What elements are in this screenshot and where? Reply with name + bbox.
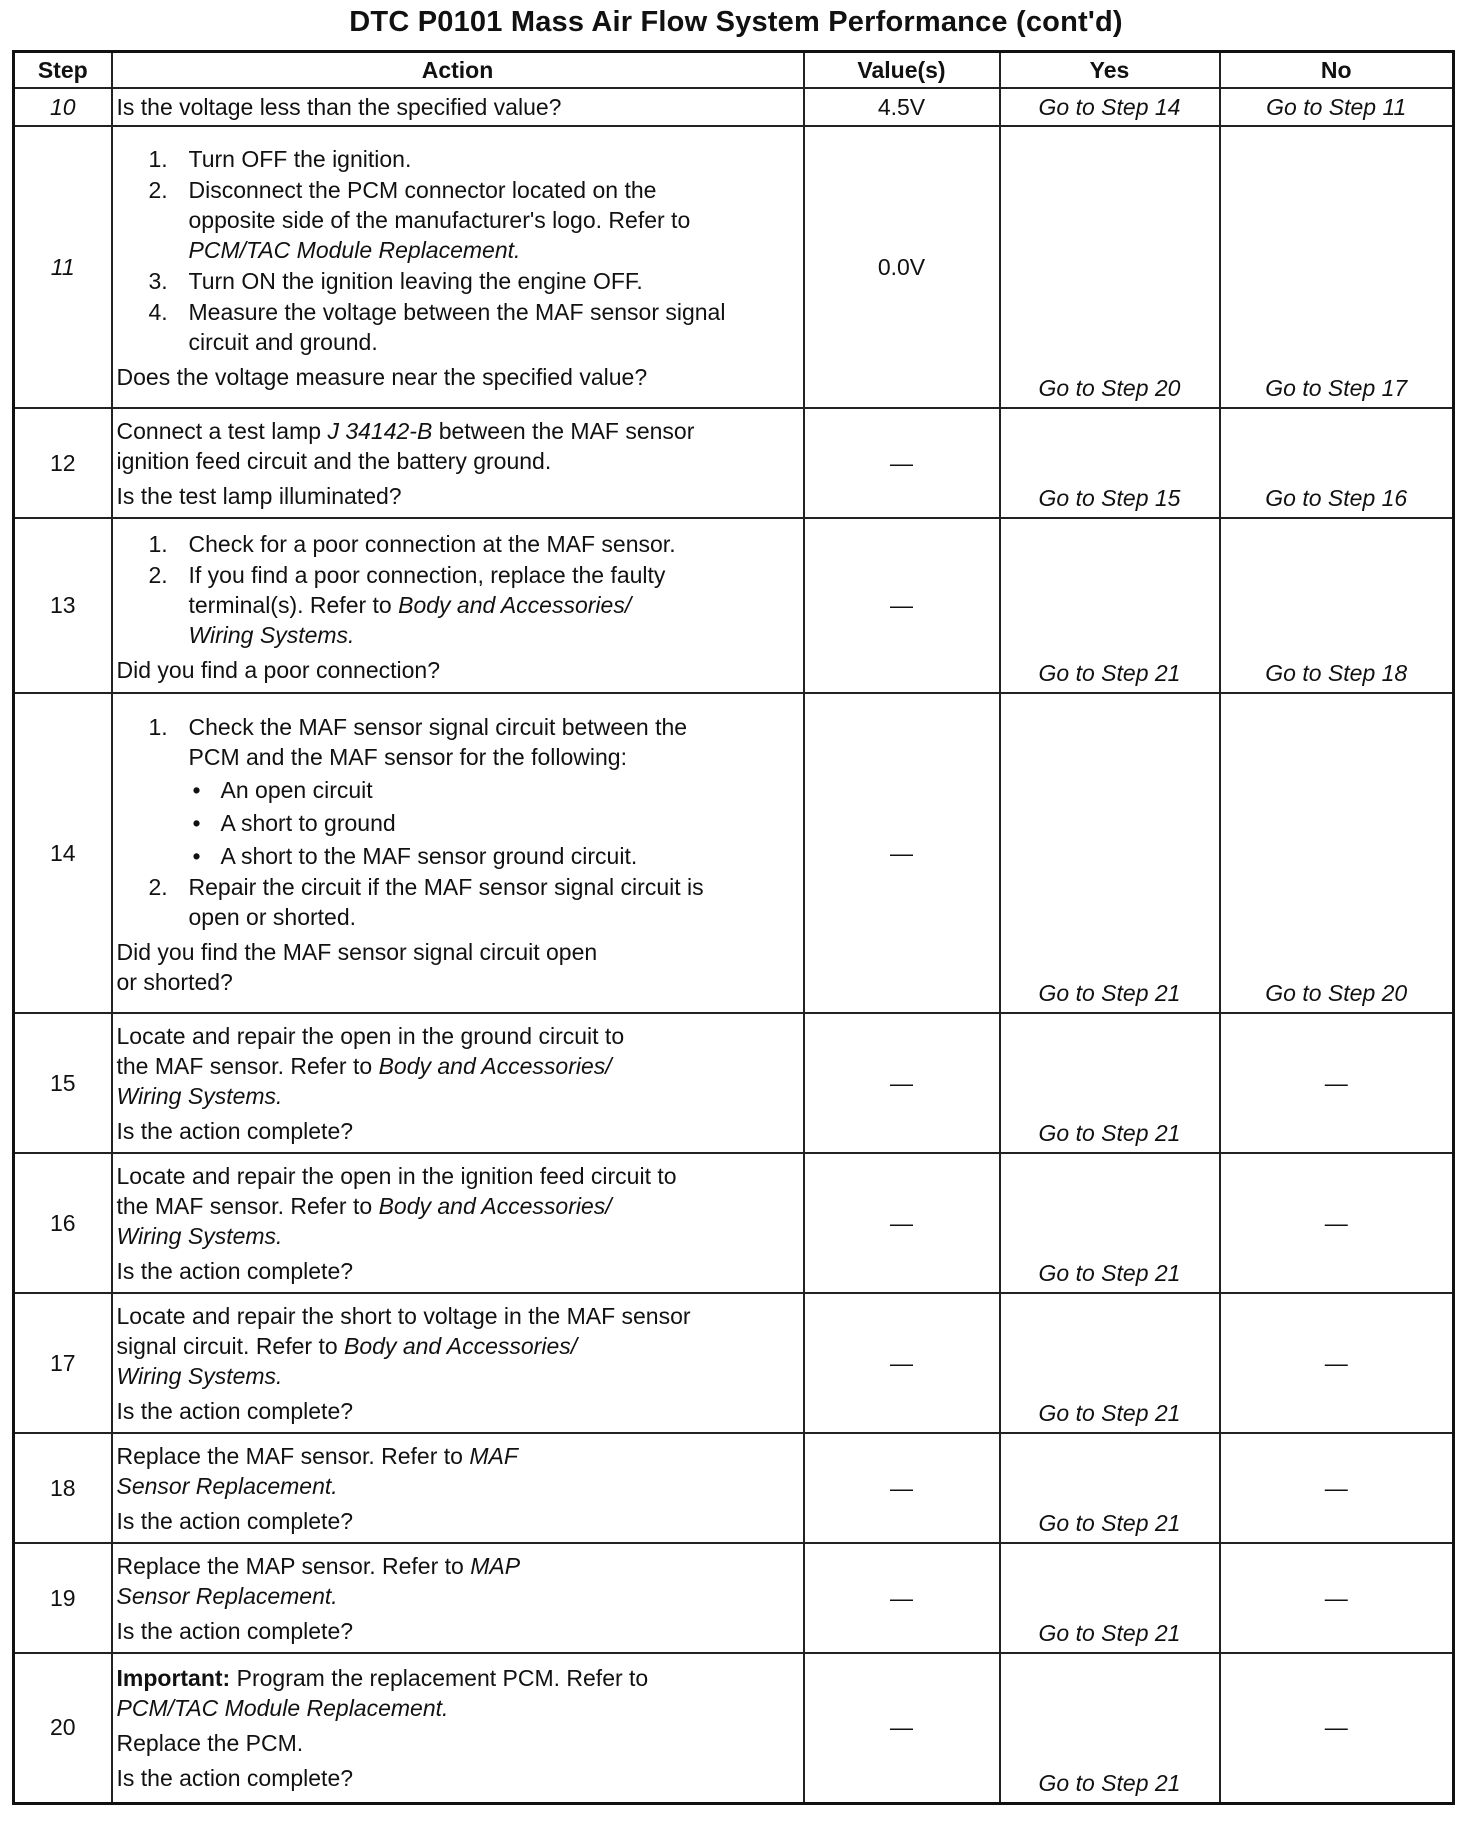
numbered-step: 2. Repair the circuit if the MAF sensor signal circuit is open or shorted. xyxy=(148,873,704,930)
table-row xyxy=(14,1013,1454,1153)
table-row xyxy=(14,88,1454,126)
yes-cell: Go to Step 21 xyxy=(1000,1433,1220,1543)
step-number: 10 xyxy=(14,88,112,126)
table-row xyxy=(14,1153,1454,1293)
value-cell: — xyxy=(804,518,1000,693)
question-text: Is the action complete? xyxy=(116,1508,354,1534)
bullet-item: • An open circuit xyxy=(192,776,373,803)
step-number: 14 xyxy=(14,693,112,1013)
question-text: Did you find a poor connection? xyxy=(116,656,440,683)
no-cell: Go to Step 18 xyxy=(1220,518,1454,693)
table-row xyxy=(14,1543,1454,1653)
yes-cell: Go to Step 20 xyxy=(1000,126,1220,408)
action-cell xyxy=(112,518,804,693)
value-cell: — xyxy=(804,1543,1000,1653)
reference-link: Wiring Systems. xyxy=(188,621,355,648)
value-cell: — xyxy=(804,408,1000,518)
no-cell: — xyxy=(1220,1543,1454,1653)
header-row xyxy=(14,52,1454,89)
value-cell: — xyxy=(804,1433,1000,1543)
value-cell: 4.5V xyxy=(804,88,1000,126)
header-no: No xyxy=(1220,52,1454,89)
reference-link: MAF xyxy=(469,1443,518,1469)
reference-link: Body and Accessories/ xyxy=(378,1053,612,1079)
question-text: Is the voltage less than the specified value? xyxy=(116,94,562,120)
action-cell: Locate and repair the open in the ground circuit to the MAF sensor. Refer to Body and Accessories/ Wiring Systems. Is the action complete? xyxy=(112,1013,804,1153)
table-row xyxy=(14,408,1454,518)
question-text: Does the voltage measure near the specified value? xyxy=(116,364,648,390)
no-cell: Go to Step 11 xyxy=(1220,88,1454,126)
question-text: Is the test lamp illuminated? xyxy=(116,483,402,509)
bullet-item: • A short to ground xyxy=(192,809,396,836)
yes-cell: Go to Step 21 xyxy=(1000,693,1220,1013)
reference-link: MAP xyxy=(470,1553,521,1579)
bullet-item: • A short to the MAF sensor ground circuit. xyxy=(192,842,638,869)
value-cell: — xyxy=(804,693,1000,1013)
action-cell: Important: Program the replacement PCM. Refer to PCM/TAC Module Replacement. Replace the PCM. Is the action complete? xyxy=(112,1653,804,1803)
tool-reference: J 34142-B xyxy=(327,418,433,444)
reference-link: Sensor Replacement. xyxy=(116,1583,338,1609)
reference-link: PCM/TAC Module Replacement. xyxy=(188,237,521,263)
action-cell xyxy=(112,126,804,408)
step-number: 13 xyxy=(14,518,112,693)
question-text: Is the action complete? xyxy=(116,1618,354,1644)
question-text: Did you find the MAF sensor signal circuit open or shorted? xyxy=(116,938,598,995)
action-cell: Replace the MAP sensor. Refer to MAP Sensor Replacement. Is the action complete? xyxy=(112,1543,804,1653)
reference-link: Sensor Replacement. xyxy=(116,1473,338,1499)
page-title: DTC P0101 Mass Air Flow System Performance (cont'd) xyxy=(349,6,1123,38)
header-yes: Yes xyxy=(1000,52,1220,89)
reference-link: Body and Accessories/ xyxy=(344,1333,578,1359)
no-cell: — xyxy=(1220,1293,1454,1433)
diagnostic-table xyxy=(12,50,1455,1805)
reference-link: Wiring Systems. xyxy=(116,1363,283,1389)
value-cell: 0.0V xyxy=(804,126,1000,408)
action-cell xyxy=(112,88,804,126)
no-cell: Go to Step 20 xyxy=(1220,693,1454,1013)
table-row xyxy=(14,126,1454,408)
value-cell: — xyxy=(804,1653,1000,1803)
reference-link: Wiring Systems. xyxy=(116,1083,283,1109)
action-cell: Locate and repair the open in the ignition feed circuit to the MAF sensor. Refer to Body and Accessories/ Wiring Systems. Is the action complete? xyxy=(112,1153,804,1293)
header-values: Value(s) xyxy=(804,52,1000,89)
yes-cell: Go to Step 21 xyxy=(1000,1153,1220,1293)
value-cell: — xyxy=(804,1013,1000,1153)
yes-cell: Go to Step 21 xyxy=(1000,1293,1220,1433)
step-number: 12 xyxy=(14,408,112,518)
yes-cell: Go to Step 21 xyxy=(1000,518,1220,693)
step-number: 16 xyxy=(14,1153,112,1293)
action-cell: Locate and repair the short to voltage in the MAF sensor signal circuit. Refer to Body and Accessories/ Wiring Systems. Is the action complete? xyxy=(112,1293,804,1433)
reference-link: PCM/TAC Module Replacement. xyxy=(116,1695,449,1722)
table-row xyxy=(14,518,1454,693)
table-row xyxy=(14,693,1454,1013)
yes-cell: Go to Step 15 xyxy=(1000,408,1220,518)
numbered-step: 2. Disconnect the PCM connector located on the opposite side of the manufacturer's logo. Refer to PCM/TAC Module Replacement. xyxy=(148,177,691,263)
step-number: 17 xyxy=(14,1293,112,1433)
no-cell: Go to Step 17 xyxy=(1220,126,1454,408)
reference-link: Wiring Systems. xyxy=(116,1223,283,1249)
question-text: Is the action complete? xyxy=(116,1765,354,1792)
yes-cell: Go to Step 14 xyxy=(1000,88,1220,126)
reference-link: Body and Accessories/ xyxy=(378,1193,612,1219)
step-number: 11 xyxy=(14,126,112,408)
numbered-step: 4. Measure the voltage between the MAF sensor signal circuit and ground. xyxy=(148,299,726,355)
step-number: 18 xyxy=(14,1433,112,1543)
numbered-step: 1. Check the MAF sensor signal circuit between the PCM and the MAF sensor for the following: xyxy=(148,713,688,770)
step-number: 15 xyxy=(14,1013,112,1153)
step-number: 20 xyxy=(14,1653,112,1803)
value-cell: — xyxy=(804,1153,1000,1293)
no-cell: — xyxy=(1220,1153,1454,1293)
no-cell: — xyxy=(1220,1013,1454,1153)
numbered-step: 1. Check for a poor connection at the MAF sensor. xyxy=(148,530,676,557)
numbered-step: 1. Turn OFF the ignition. xyxy=(148,146,412,172)
yes-cell: Go to Step 21 xyxy=(1000,1013,1220,1153)
question-text: Is the action complete? xyxy=(116,1398,354,1424)
question-text: Is the action complete? xyxy=(116,1258,354,1284)
header-action: Action xyxy=(112,52,804,89)
numbered-step: 3. Turn ON the ignition leaving the engine OFF. xyxy=(148,268,643,294)
no-cell: — xyxy=(1220,1653,1454,1803)
action-cell xyxy=(112,693,804,1013)
header-step: Step xyxy=(14,52,112,89)
no-cell: — xyxy=(1220,1433,1454,1543)
yes-cell: Go to Step 21 xyxy=(1000,1543,1220,1653)
reference-link: Body and Accessories/ xyxy=(398,591,632,618)
step-number: 19 xyxy=(14,1543,112,1653)
no-cell: Go to Step 16 xyxy=(1220,408,1454,518)
important-label: Important: xyxy=(116,1665,231,1692)
table-row xyxy=(14,1433,1454,1543)
yes-cell: Go to Step 21 xyxy=(1000,1653,1220,1803)
table-row xyxy=(14,1653,1454,1803)
action-cell: Connect a test lamp J 34142-B between the MAF sensor ignition feed circuit and the battery ground. Is the test lamp illuminated? xyxy=(112,408,804,518)
question-text: Is the action complete? xyxy=(116,1118,354,1144)
numbered-step: 2. If you find a poor connection, replace the faulty terminal(s). Refer to Body and Accessories/ Wiring Systems. xyxy=(148,561,666,648)
table-row xyxy=(14,1293,1454,1433)
value-cell: — xyxy=(804,1293,1000,1433)
action-cell: Replace the MAF sensor. Refer to MAF Sensor Replacement. Is the action complete? xyxy=(112,1433,804,1543)
